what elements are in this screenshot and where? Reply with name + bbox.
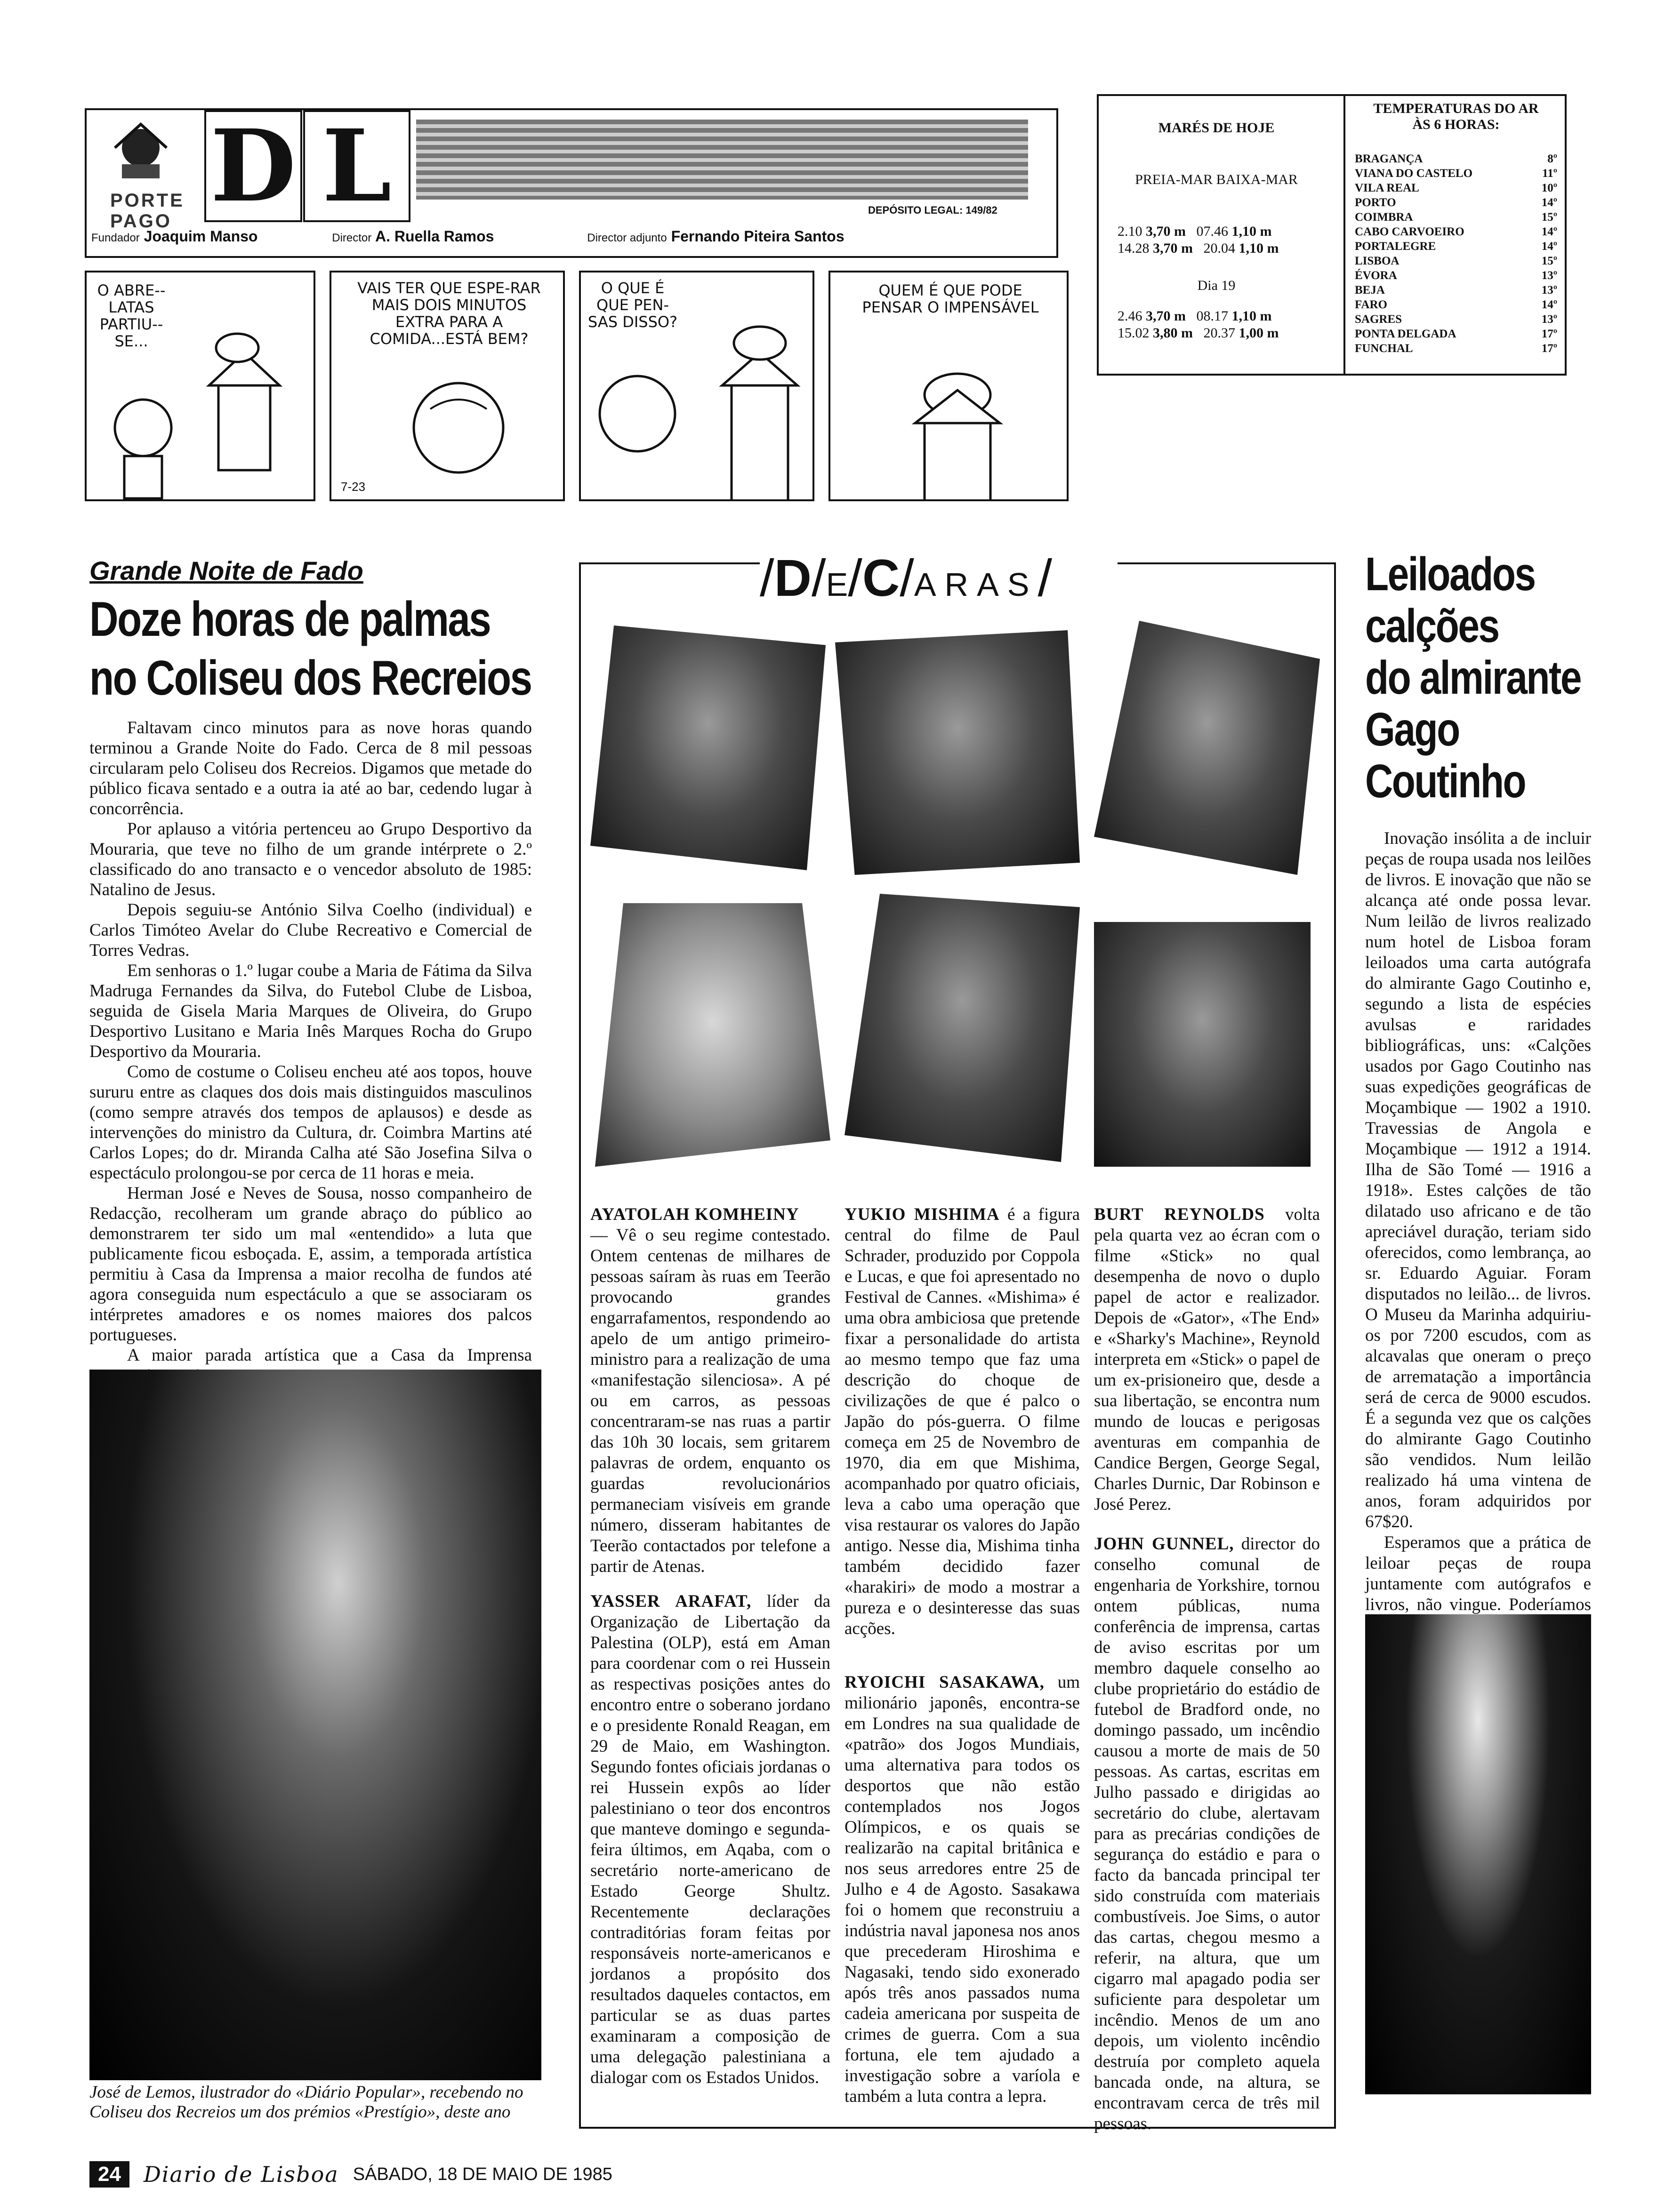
temperature-row xyxy=(1355,152,1557,166)
comic-panel-3 xyxy=(579,271,814,501)
comic-bubble-4: QUEM É QUE PODE PENSAR O IMPENSÁVEL xyxy=(862,281,1039,316)
comic-date-mark: 7-23 xyxy=(341,480,366,494)
leilao-paragraph: Inovação insólita a de incluir peças de roupa usada nos leilões de livros. E inovação que não se alcança até onde possa levar. Num leilão de livros realizado num hotel de Lisboa foram leiloados uma carta autógrafa do almirante Gago Coutinho e, segundo a lista de espécies avulsas e raridades bibliográficas, uns: «Calções usados por Gago Coutinho nas suas expedições geográficas de Moçambique — 1902 a 1910. Travessias de Angola e Moçambique — 1912 a 1914. Ilha de São Tomé — 1916 a 1918». Estes calções de tão dilatado uso africano e de tão apreciável duração, teriam sido oferecidos, como lembrança, ao sr. Eduardo Aguiar. Foram disputados no leilão... de livros. O Museu da Marinha adquiriu-os por 7200 escudos, com as alcavalas que oneram o preço de arrematação a importância será de cerca de 9000 escudos. É a segunda vez que os calções do almirante Gago Coutinho são vendidos. Num leilão realizado há uma vintena de anos, foram adquiridos por 67$20. xyxy=(1365,829,1591,1531)
charlie-brown-illustration xyxy=(331,272,565,501)
staff-line xyxy=(91,228,1052,245)
temperature-row xyxy=(1355,224,1557,239)
snoopy-thinking-illustration xyxy=(830,272,1069,501)
masthead xyxy=(85,108,1058,258)
jose-de-lemos-photo xyxy=(89,1370,541,2080)
city-name: ÉVORA xyxy=(1355,269,1397,282)
temperature-row xyxy=(1355,312,1557,327)
comic-strip xyxy=(85,271,1069,501)
city-temperature: 14º xyxy=(1541,225,1557,238)
weather-box xyxy=(1097,94,1567,376)
burt-reynolds-photo xyxy=(845,894,1080,1162)
fado-headline-2: no Coliseu dos Recreios xyxy=(89,651,531,705)
city-name: COIMBRA xyxy=(1355,211,1413,224)
city-name: CABO CARVOEIRO xyxy=(1355,225,1464,238)
fado-photo-caption: José de Lemos, ilustrador do «Diário Popular», recebendo no Coliseu dos Recreios um dos prémios «Prestígio», deste ano xyxy=(89,2083,523,2122)
city-temperature: 13º xyxy=(1541,313,1557,326)
comic-panel-1 xyxy=(85,271,315,501)
fado-paragraph: A maior parada artística que a Casa da Imprensa xyxy=(127,1346,532,1365)
temperature-row xyxy=(1355,166,1557,181)
temperatures-subtitle: ÀS 6 HORAS: xyxy=(1412,117,1500,132)
city-name: PORTALEGRE xyxy=(1355,240,1436,253)
city-temperature: 14º xyxy=(1541,196,1557,209)
city-name: VILA REAL xyxy=(1355,182,1419,194)
temperature-row xyxy=(1355,239,1557,254)
leilao-headline xyxy=(1365,548,1601,807)
paper-name: Diario de Lisboa xyxy=(143,2162,339,2187)
temperature-row xyxy=(1355,327,1557,341)
decaras-title-d: D xyxy=(774,549,812,607)
city-name: LISBOA xyxy=(1355,255,1400,267)
city-name: BEJA xyxy=(1355,284,1385,297)
temperature-row xyxy=(1355,268,1557,283)
tide-row: 2.46 3,70 m 08.17 1,10 m xyxy=(1118,308,1272,324)
charlie-snoopy-illustration xyxy=(581,272,814,501)
city-temperature: 13º xyxy=(1541,284,1557,297)
fado-headline-1: Doze horas de palmas xyxy=(89,592,491,647)
tide-row: 14.28 3,70 m 20.04 1,10 m xyxy=(1118,240,1279,256)
comic-panel-2 xyxy=(330,271,565,501)
fado-paragraph: Como de costume o Coliseu encheu até aos topos, houve sururu entre as claques dos dois mais distinguidos masculinos (como sempre através dos tempos de aplausos) e desde as intervenções do ministro da Cultura, dr. Coimbra Martins até Carlos Lopes; do dr. Miranda Calha até São Josefina Silva o espectáculo prolongou-se por cerca de 11 horas e meia. xyxy=(89,1062,532,1183)
tide-row: 2.10 3,70 m 07.46 1,10 m xyxy=(1118,224,1272,239)
city-temperature: 13º xyxy=(1541,269,1557,282)
monogram-right: L xyxy=(322,108,392,224)
decaras-title-rest: ARAS xyxy=(914,566,1038,603)
fado-paragraph: Em senhoras o 1.º lugar coube a Maria de Fátima da Silva Madruga Fernandes da Silva, do Futebol Clube de Lisboa, seguida de Gisela Maria Marques de Oliveira, do Grupo Desportivo Lusitano e Maria Inês Marques Rocha do Grupo Desportivo da Mouraria. xyxy=(89,961,532,1061)
decaras-title: /D/E/C/ARAS/ xyxy=(760,550,1118,607)
masthead-fineprint xyxy=(416,120,1028,200)
leilao-headline-line: calções xyxy=(1365,600,1499,652)
profile-reynolds: BURT REYNOLDS volta pela quarta vez ao écran com o filme «Stick» no qual desempenha de novo o duplo papel de actor e realizador. Depois de «Gator», «The End» e «Sharky's Machine», Reynold interpreta em «Stick» o papel de um ex-prisioneiro que, desde a sua libertação, se encontra num mundo de loucas e perigosas aventuras em companhia de Candice Bergen, George Segal, Charles Durnic, Dar Robinson e José Perez. xyxy=(1094,1205,1320,1514)
comic-panel-4 xyxy=(828,271,1069,501)
fado-paragraph: Depois seguiu-se António Silva Coelho (individual) e Carlos Timóteo Avelar do Clube Recreativo e Comercial de Torres Vedras. xyxy=(89,900,532,960)
fundador-label: Fundador xyxy=(91,232,140,244)
city-temperature: 14º xyxy=(1541,240,1557,253)
monogram-box-right xyxy=(303,110,410,222)
fado-body xyxy=(89,718,532,1386)
leilao-paragraph: Esperamos que a prática de leiloar peças de roupa juntamente com autógrafos e livros, não vingue. Poderíamos xyxy=(1365,1533,1591,1614)
tides-subtitle: PREIA-MAR BAIXA-MAR xyxy=(1135,172,1298,187)
deposito-legal: DEPÓSITO LEGAL: 149/82 xyxy=(868,204,997,216)
arafat-photo xyxy=(835,630,1080,875)
city-temperature: 15º xyxy=(1541,255,1557,267)
john-gunnel-photo xyxy=(1094,922,1311,1167)
temperature-row xyxy=(1355,254,1557,268)
city-name: FUNCHAL xyxy=(1355,342,1413,355)
temperatures-title: TEMPERATURAS DO AR xyxy=(1373,101,1539,116)
fado-paragraph: Por aplauso a vitória pertenceu ao Grupo Desportivo da Mouraria, que teve no filho de um grande intérprete o 2.º classificado do ano transacto e o vencedor absoluto de 1985: Natalino de Jesus. xyxy=(89,819,532,899)
khomeini-photo xyxy=(590,625,826,870)
monogram-box-left xyxy=(204,110,302,222)
porte-pago-label: PORTE PAGO xyxy=(110,190,185,232)
fado-paragraph: Faltavam cinco minutos para as nove horas quando terminou a Grande Noite do Fado. Cerca de 8 mil pessoas circularam pelo Coliseu dos Recreios. Digamos que metade do público ficava sentado e a outra ia até ao bar, cedendo lugar à concorrência. xyxy=(89,718,532,818)
leilao-headline-line: do almirante xyxy=(1365,651,1581,704)
crest-icon xyxy=(105,120,176,190)
tides-day-label: Dia 19 xyxy=(1197,278,1236,293)
leilao-headline-line: Coutinho xyxy=(1365,755,1526,808)
decaras-title-e: E xyxy=(826,566,848,603)
gago-coutinho-photo xyxy=(1365,1614,1591,2094)
city-temperature: 15º xyxy=(1541,211,1557,224)
city-temperature: 11º xyxy=(1542,167,1557,180)
temperature-row xyxy=(1355,210,1557,224)
tides-today xyxy=(1118,223,1334,257)
footer xyxy=(89,2160,1596,2188)
temperature-row xyxy=(1355,181,1557,195)
decaras-col-1 xyxy=(590,1204,830,2088)
city-temperature: 10º xyxy=(1541,182,1557,194)
monogram-left: D xyxy=(210,108,297,224)
city-name: FARO xyxy=(1355,298,1387,311)
temperature-row xyxy=(1355,297,1557,312)
director-adjunto-name: Fernando Piteira Santos xyxy=(671,228,845,245)
city-name: PONTA DELGADA xyxy=(1355,328,1456,340)
director-adjunto-label: Director adjunto xyxy=(587,232,667,244)
tides-title: MARÉS DE HOJE xyxy=(1158,120,1275,136)
director-name: A. Ruella Ramos xyxy=(375,228,494,245)
comic-bubble-2: VAIS TER QUE ESPE-RAR MAIS DOIS MINUTOS EXTRA PARA A COMIDA...ESTÁ BEM? xyxy=(357,279,541,348)
profile-sasakawa: RYOICHI SASAKAWA, um milionário japonês, encontra-se em Londres na sua qualidade de «patrão» dos Jogos Mundiais, uma alternativa para todos os desportos que não estão contemplados nos Jogos Olímpicos, e os quais se realizarão na capital britânica e nos seus arredores entre 25 de Julho e 4 de Agosto. Sasakawa foi o homem que reconstruiu a indústria naval japonesa nos anos que precederam Hiroshima e Nagasaki, tendo sido exonerado após três anos passados numa cadeia americana por suspeita de crimes de guerra. Com a sua fortuna, ele tem ajudado a investigação sobre a varíola e também a luta contra a lepra. xyxy=(845,1673,1080,2106)
director-label: Director xyxy=(332,232,372,244)
temperature-row xyxy=(1355,283,1557,297)
fado-paragraph: Herman José e Neves de Sousa, nosso companheiro de Redacção, recolheram um grande abraço do público ao demonstrarem ter sido um mal «entendido» a luta que publicamente ficou esboçada. E, assim, a temporada artística permitiu à Casa da Imprensa a maior recolha de fundos até agora conseguida num espectáculo a que se associaram os intérpretes amadores e os nomes maiores dos palcos portugueses. xyxy=(89,1184,532,1345)
decaras-panel xyxy=(579,549,1336,2133)
fundador-name: Joaquim Manso xyxy=(144,228,258,245)
tide-row: 15.02 3,80 m 20.37 1,00 m xyxy=(1118,325,1279,341)
temperature-row xyxy=(1355,341,1557,356)
comic-bubble-3: O QUE É QUE PEN-SAS DISSO? xyxy=(587,279,678,331)
leilao-headline-line: Leiloados xyxy=(1365,548,1535,601)
tides-tomorrow xyxy=(1118,308,1334,342)
profile-gunnel: JOHN GUNNEL, director do conselho comunal de engenharia de Yorkshire, tornou ontem públicas, numa conferência de imprensa, cartas de aviso escritas por um membro daquele conselho ao clube proprietário do estádio de futebol de Bradford onde, no domingo passado, um incêndio causou a morte de mais de 50 pessoas. As cartas, escritas em Julho passado e dirigidas ao secretário do clube, alertavam para as precárias condições de segurança do estádio e para o facto da bancada principal ter sido construída com materiais combustíveis. Joe Sims, o autor das cartas, chegou mesmo a referir, na altura, que um cigarro mal apagado podia ser suficiente para despoletar um incêndio. Menos de um ano depois, um violento incêndio destruía por completo aquela bancada onde, na altura, se encontravam cerca de três mil pessoas. xyxy=(1094,1534,1320,2133)
city-name: PORTO xyxy=(1355,196,1396,209)
leilao-body xyxy=(1365,828,1591,1698)
city-temperature: 17º xyxy=(1541,342,1557,355)
decaras-title-c: C xyxy=(862,549,900,607)
decaras-col-2 xyxy=(845,1204,1080,2107)
footer-date: SÁBADO, 18 DE MAIO DE 1985 xyxy=(353,2164,612,2184)
city-temperature: 8º xyxy=(1547,152,1557,165)
page-number: 24 xyxy=(89,2161,129,2188)
fado-kicker: Grande Noite de Fado xyxy=(89,556,363,585)
city-temperature: 14º xyxy=(1541,298,1557,311)
temperature-row xyxy=(1355,195,1557,210)
comic-bubble-1: O ABRE--LATAS PARTIU--SE... xyxy=(97,281,166,350)
profile-mishima: YUKIO MISHIMA é a figura central do filme de Paul Schrader, produzido por Coppola e Lucas, e que foi apresentado no Festival de Cannes. «Mishima» é uma obra ambiciosa que pretende fixar a personalidade do artista ao mesmo tempo que faz uma descrição do choque de civilizações de que é palco o Japão do pós-guerra. O filme começa em 25 de Novembro de 1970, dia em que Mishima, acompanhado por quatro oficiais, leva a cabo uma operação que visa restaurar os valores do Japão antigo. Nesse dia, Mishima tinha também decidido fazer «harakiri» de modo a mostrar a pureza e o desinteresse das suas acções. xyxy=(845,1205,1080,1638)
city-name: VIANA DO CASTELO xyxy=(1355,167,1473,180)
city-temperature: 17º xyxy=(1541,328,1557,340)
temperatures-panel xyxy=(1343,96,1557,374)
profile-khomeini: AYATOLAH KOMHEINY — Vê o seu regime contestado. Ontem centenas de milhares de pessoas saíram às ruas em Teerão provocando grandes engarrafamentos, respondendo ao apelo de um antigo primeiro-ministro para a realização de uma «manifestação silenciosa». A pé ou em carros, as pessoas concentraram-se nas ruas a partir das 10h 30 locais, sem gritarem palavras de ordem, enquanto os guardas revolucionários permaneciam visíveis em grande número, disseram habitantes de Teerão contactados por telefone a partir de Atenas. xyxy=(590,1205,830,1576)
leilao-headline-line: Gago xyxy=(1365,703,1459,756)
temperatures-list xyxy=(1355,152,1557,356)
profile-arafat: YASSER ARAFAT, líder da Organização de Libertação da Palestina (OLP), está em Aman para coordenar com o rei Hussein as respectivas posições antes do encontro entre o soberano jordano e o presidente Ronald Reagan, em 29 de Maio, em Washington. Segundo fontes oficiais jordanas o rei Hussein expôs ao líder palestiniano o teor dos encontros que manteve domingo e segunda-feira últimos, em Aqaba, com o secretário norte-americano de Estado George Shultz. Recentemente declarações contraditórias foram feitas por responsáveis norte-americanos e jordanos a propósito dos resultados daqueles contactos, em particular se as duas partes examinaram a composição de uma delegação palestiniana a dialogar com os Estados Unidos. xyxy=(590,1592,831,2087)
decaras-col-3 xyxy=(1094,1204,1320,2134)
city-name: SAGRES xyxy=(1355,313,1402,326)
city-name: BRAGANÇA xyxy=(1355,152,1423,165)
sasakawa-photo xyxy=(595,903,830,1167)
unknown-man-photo xyxy=(1094,621,1320,875)
snoopy-doghouse-illustration xyxy=(87,272,315,501)
